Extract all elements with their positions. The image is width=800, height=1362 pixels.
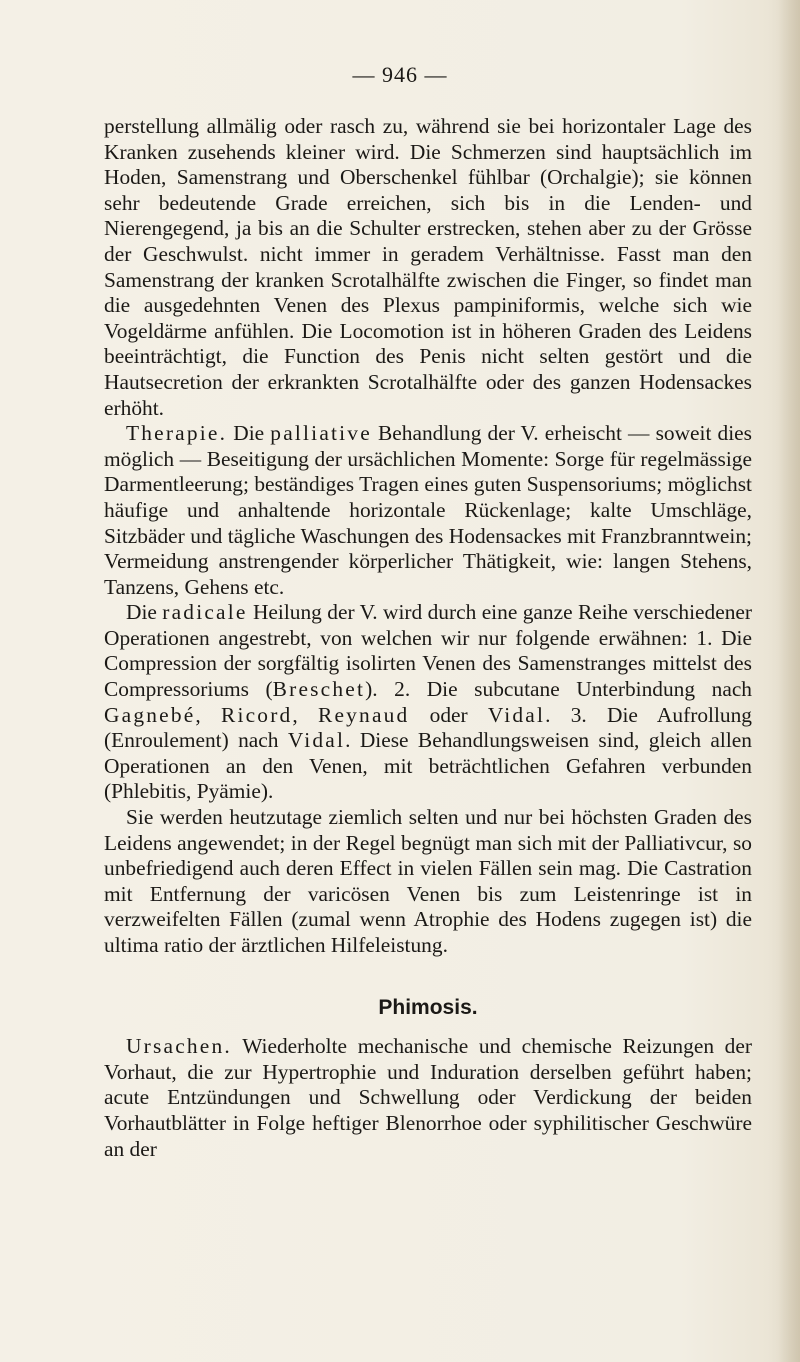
paragraph-radical-cure	[104, 600, 752, 805]
paragraph-symptoms: perstellung allmälig oder rasch zu, während sie bei horizontaler Lage des Kranken zusehends kleiner wird. Die Schmerzen sind hauptsächlich im Hoden, Samenstrang und Oberschenkel fühlbar (Orchalgie); sie können sehr bedeutende Grade erreichen, sich bis in die Lenden- und Nierengegend, ja bis an die Schulter erstrecken, stehen aber zu der Grösse der Geschwulst. nicht immer in geradem Verhältnisse. Fasst man den Samenstrang der kranken Scrotalhälfte zwischen die Finger, so findet man die ausgedehnten Venen des Plexus pampiniformis, welche sich wie Vogeldärme anfühlen. Die Locomotion ist in höheren Graden des Leidens beeinträchtigt, die Function des Penis nicht selten gestört und die Hautsecretion der erkrankten Scrotalhälfte oder des ganzen Hodensackes erhöht.	[104, 114, 752, 420]
radical-text-5: ,	[292, 702, 318, 727]
body-text	[104, 114, 752, 1162]
palliative-term: palliative	[270, 421, 372, 446]
author-gagnebe: Gagnebé	[104, 702, 196, 727]
author-vidal-2: Vidal	[287, 728, 346, 753]
radicale-term: radicale	[162, 600, 248, 625]
page-number: — 946 —	[352, 62, 448, 87]
radical-text-2: Heilung der V. wird durch eine ganze Reihe verschiedener Operationen angestrebt, von welchen wir nur folgende erwähnen: 1. Die Compression der sorgfältig isolirten Venen des Samenstranges mittelst des Compressoriums (	[104, 600, 753, 702]
author-breschet: Breschet	[272, 677, 366, 702]
radical-text-8: . Diese Behandlungsweisen sind, gleich allen Operationen an den Venen, mit beträchtlichen Gefahren verbunden (Phlebitis, Pyämie).	[104, 728, 752, 804]
author-ricord: Ricord	[221, 702, 293, 727]
causes-lead: Ursachen.	[126, 1034, 232, 1059]
page-edge-shadow	[778, 0, 800, 1362]
paragraph-usage: Sie werden heutzutage ziemlich selten und nur bei höchsten Graden des Leidens angewendet; in der Regel begnügt man sich mit der Palliativcur, so unbefriedigend auch deren Effect in vielen Fällen sein mag. Die Castration mit Entfernung der varicösen Venen bis zum Leistenringe ist in verzweifelten Fällen (zumal wenn Atrophie des Hodens zugegen ist) die ultima ratio der ärztlichen Hilfeleistung.	[104, 805, 752, 957]
therapy-lead: Therapie.	[126, 421, 228, 446]
paragraph-therapy	[104, 421, 752, 600]
radical-text-6: oder	[409, 702, 488, 727]
radical-text-4: ,	[195, 702, 221, 727]
therapy-text-1: Die	[227, 421, 271, 446]
therapy-text-2: Behandlung der V. erheischt — soweit dies möglich — Beseitigung der ursächlichen Momente: Sorge für regelmässige Darmentleerung; beständiges Tragen eines guten Suspensoriums; möglichst häufige und anhaltende horizontale Rückenlage; kalte Umschläge, Sitzbäder und tägliche Waschungen des Hodensackes mit Franzbranntwein; Vermeidung anstrengender körperlicher Thätigkeit, wie: langen Stehens, Tanzens, Gehens etc.	[104, 421, 752, 599]
radical-text-3: ). 2. Die subcutane Unterbindung nach	[365, 677, 753, 702]
author-reynaud: Reynaud	[318, 702, 410, 727]
author-vidal: Vidal	[487, 702, 546, 727]
section-heading-phimosis: Phimosis.	[378, 995, 478, 1019]
radical-text-1: Die	[126, 600, 163, 625]
paragraph-causes	[104, 1034, 752, 1162]
radical-text-7: . 3. Die Aufrollung (Enroulement) nach	[104, 702, 752, 753]
causes-text: Wiederholte mechanische und chemische Reizungen der Vorhaut, die zur Hypertrophie und Induration derselben geführt haben; acute Entzündungen und Schwellung oder Verdickung der beiden Vorhautblätter in Folge heftiger Blenorrhoe oder syphilitischer Geschwüre an der	[104, 1034, 752, 1161]
